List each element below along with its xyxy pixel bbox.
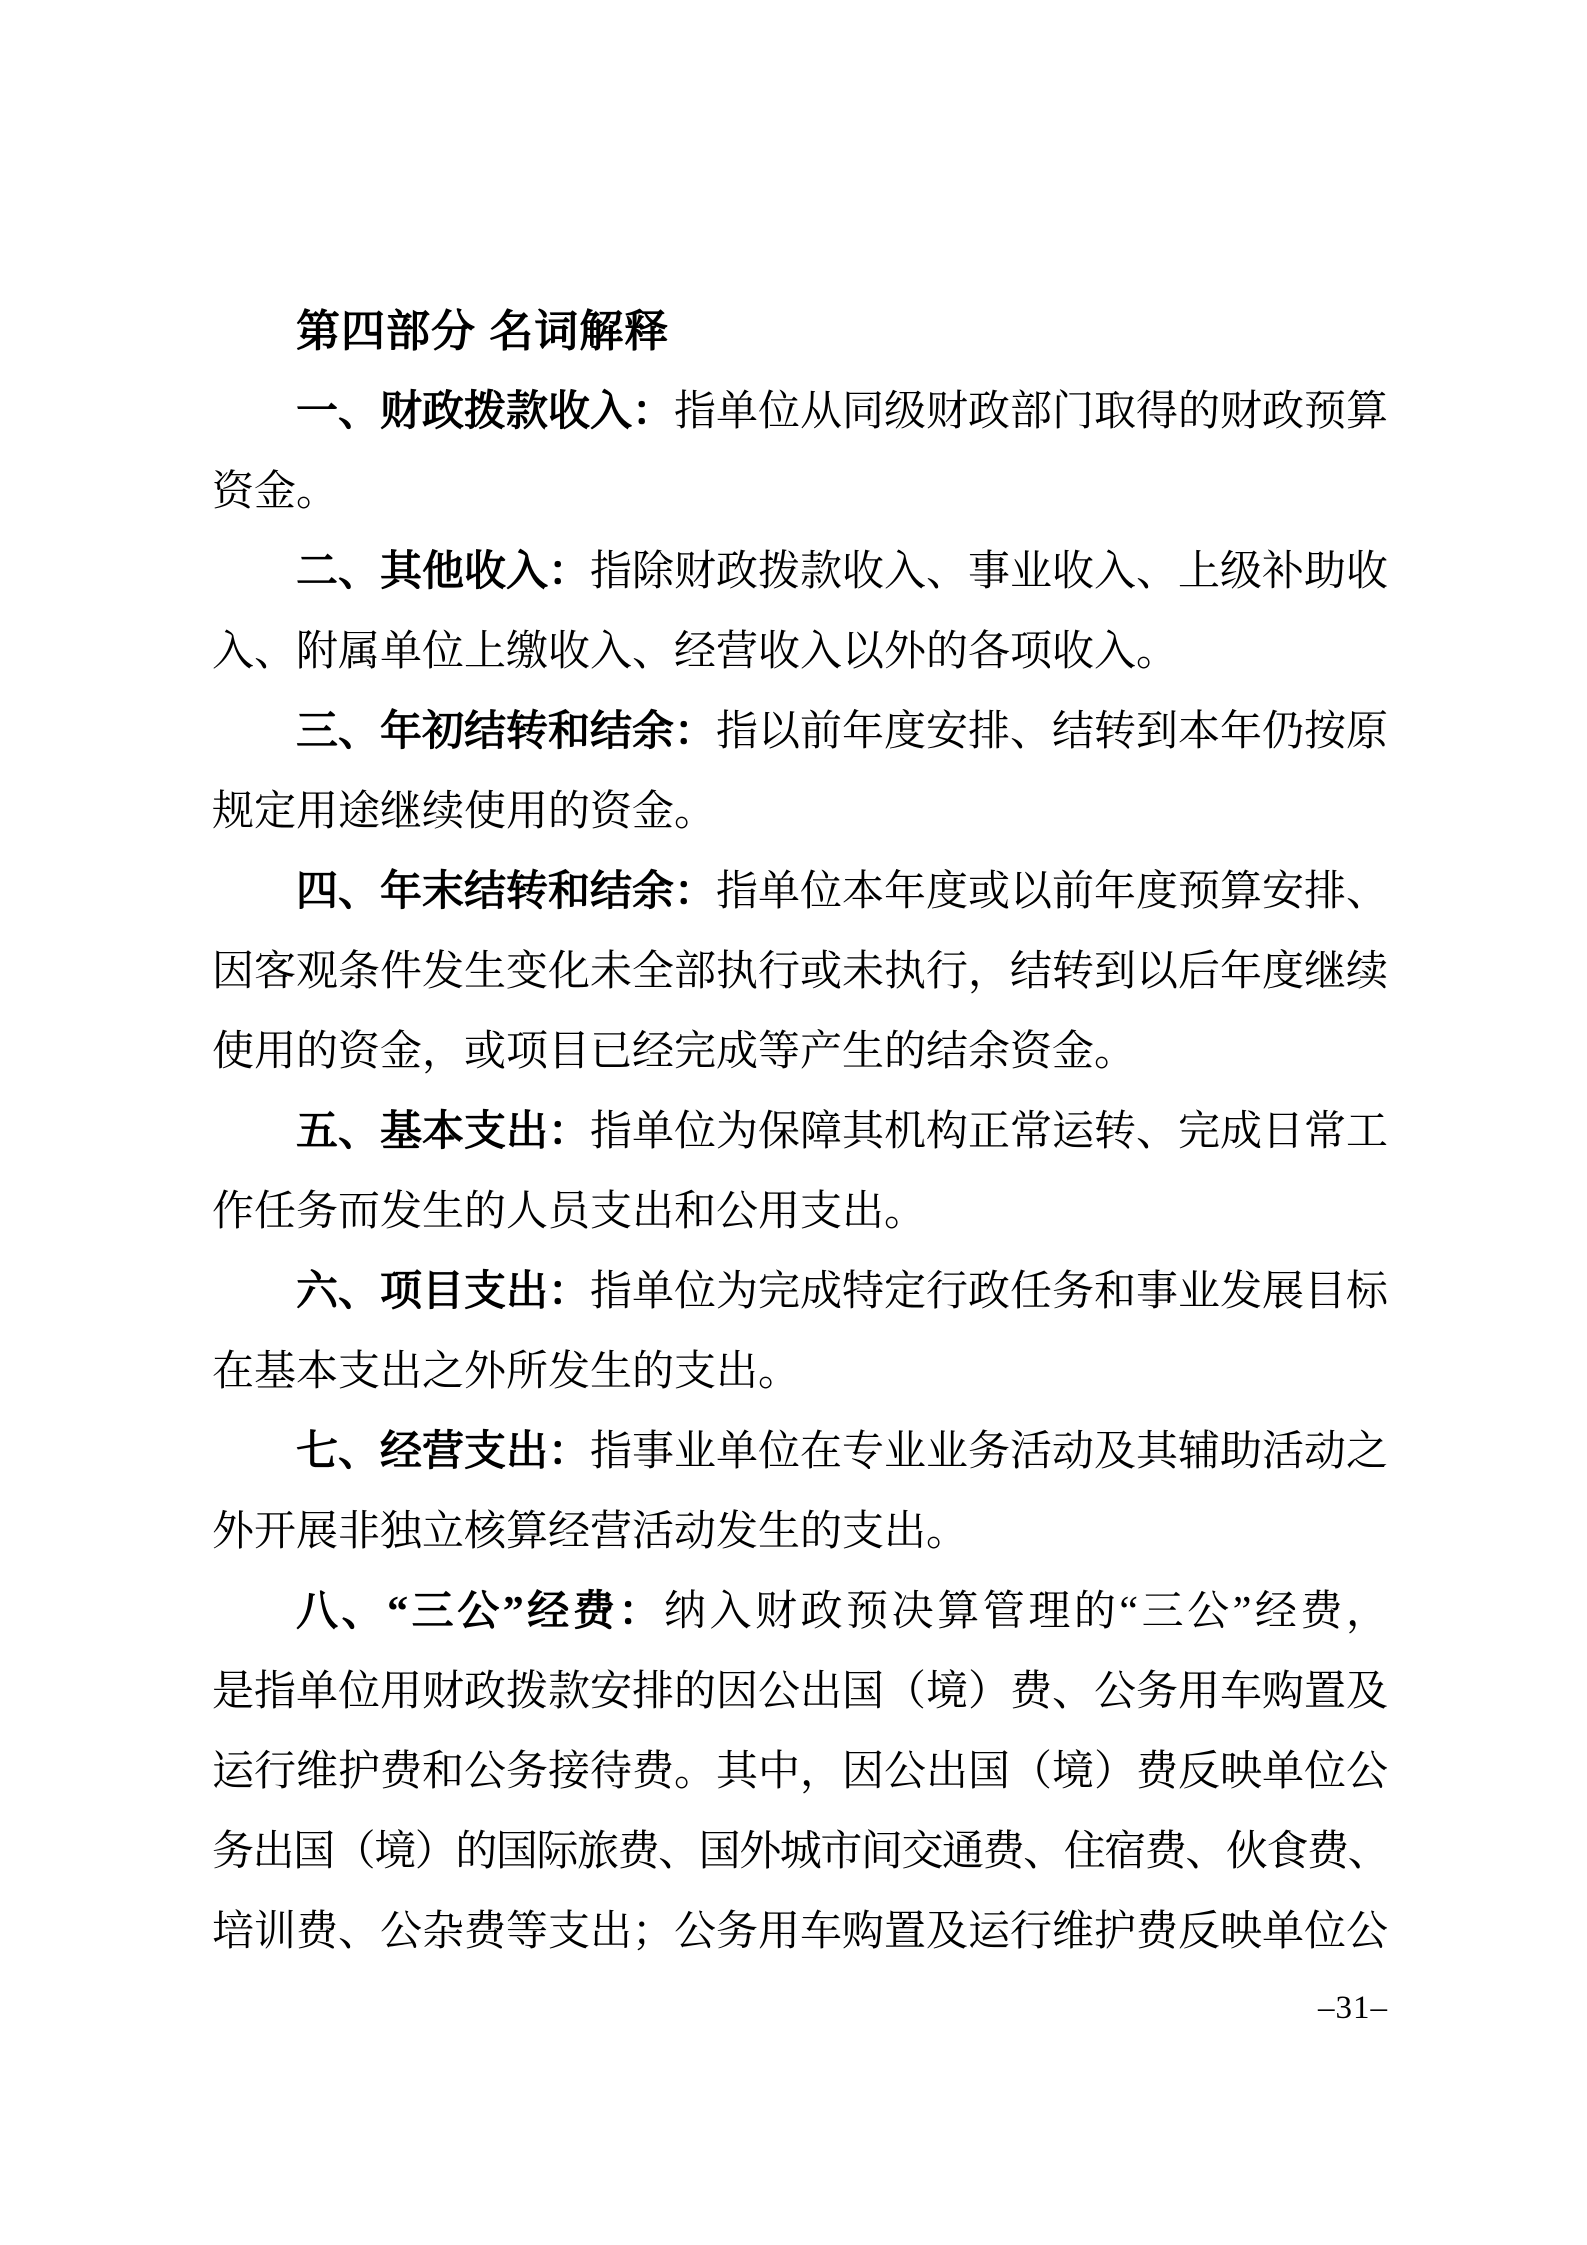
- body-line: 运行维护费和公务接待费。其中，因公出国（境）费反映单位公: [212, 1749, 1389, 1795]
- body-line: 培训费、公杂费等支出；公务用车购置及运行维护费反映单位公: [212, 1909, 1389, 1955]
- body-line: 规定用途继续使用的资金。: [212, 789, 717, 835]
- paragraphs: [212, 372, 1388, 1972]
- body-line: 务出国（境）的国际旅费、国外城市间交通费、住宿费、伙食费、: [212, 1829, 1388, 1875]
- term-label: 六、项目支出：: [296, 1269, 591, 1315]
- content-area: [212, 292, 1388, 1972]
- term-label: 七、经营支出：: [296, 1429, 591, 1475]
- term-label: 二、其他收入：: [296, 549, 591, 595]
- term-label: 五、基本支出：: [296, 1109, 591, 1155]
- body-line: 是指单位用财政拨款安排的因公出国（境）费、公务用车购置及: [212, 1669, 1389, 1715]
- body-line: 入、附属单位上缴收入、经营收入以外的各项收入。: [212, 629, 1179, 675]
- section-title: 第四部分 名词解释: [296, 307, 670, 356]
- body-line: 一、财政拨款收入：指单位从同级财政部门取得的财政预算: [296, 389, 1389, 435]
- term-label: 八、“三公”经费：: [296, 1589, 664, 1635]
- body-line: 八、“三公”经费：纳入财政预决算管理的“三公”经费，: [296, 1589, 1388, 1635]
- body-line: 五、基本支出：指单位为保障其机构正常运转、完成日常工: [296, 1109, 1389, 1155]
- body-line: 因客观条件发生变化未全部执行或未执行，结转到以后年度继续: [212, 949, 1389, 995]
- body-line: 资金。: [212, 469, 339, 515]
- term-label: 一、财政拨款收入：: [296, 389, 675, 435]
- body-line: 外开展非独立核算经营活动发生的支出。: [212, 1509, 969, 1555]
- term-label: 四、年末结转和结余：: [296, 869, 717, 915]
- page-number: –31–: [1318, 1990, 1388, 2026]
- body-line: 二、其他收入：指除财政拨款收入、事业收入、上级补助收: [296, 549, 1389, 595]
- body-line: 使用的资金，或项目已经完成等产生的结余资金。: [212, 1029, 1137, 1075]
- body-line: 六、项目支出：指单位为完成特定行政任务和事业发展目标: [296, 1269, 1389, 1315]
- body-line: 三、年初结转和结余：指以前年度安排、结转到本年仍按原: [296, 709, 1389, 755]
- body-line: 在基本支出之外所发生的支出。: [212, 1349, 801, 1395]
- term-label: 三、年初结转和结余：: [296, 709, 717, 755]
- body-line: 作任务而发生的人员支出和公用支出。: [212, 1189, 927, 1235]
- body-line: 七、经营支出：指事业单位在专业业务活动及其辅助活动之: [296, 1429, 1389, 1475]
- body-line: 四、年末结转和结余：指单位本年度或以前年度预算安排、: [296, 869, 1389, 915]
